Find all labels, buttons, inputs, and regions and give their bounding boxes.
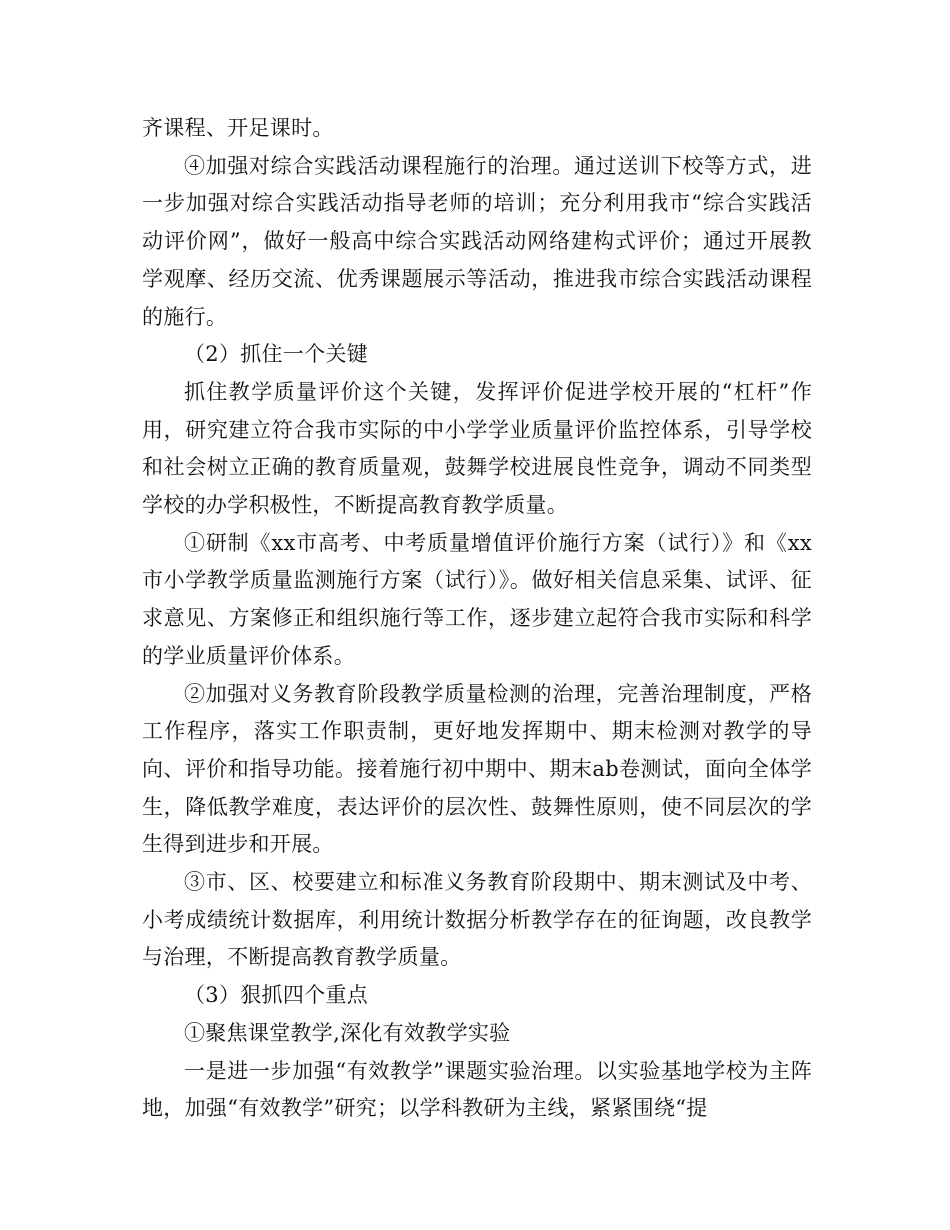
subheading-1: ①聚焦课堂教学,深化有效教学实验 xyxy=(184,1020,511,1045)
section-heading-3: （3）狠抓四个重点 xyxy=(184,983,369,1008)
paragraph-4: ①研制《xx市高考、中考质量增值评价施行方案（试行）》和《xx市小学教学质量监测施行方案（试行）》。做好相关信息采集、试评、征求意见、方案修正和组织施行等工作，逐步建立起符合我市实际和科学的学业质量评价体系。 xyxy=(142,530,812,668)
document-body xyxy=(142,110,812,1128)
paragraph-5: ②加强对义务教育阶段教学质量检测的治理，完善治理制度，严格工作程序，落实工作职责制，更好地发挥期中、期末检测对教学的导向、评价和指导功能。接着施行初中期中、期末ab卷测试，面向全体学生，降低教学难度，表达评价的层次性、鼓舞性原则，使不同层次的学生得到进步和开展。 xyxy=(142,681,812,857)
paragraph-1: 齐课程、开足课时。 xyxy=(142,116,334,140)
section-heading-2: （2）抓住一个关键 xyxy=(184,342,369,367)
paragraph-7: 一是进一步加强“有效教学”课题实验治理。以实验基地学校为主阵地，加强“有效教学”研究；以学科教研为主线，紧紧围绕“提 xyxy=(142,1058,812,1121)
paragraph-3: 抓住教学质量评价这个关键，发挥评价促进学校开展的“杠杆”作用，研究建立符合我市实际的中小学学业质量评价监控体系，引导学校和社会树立正确的教育质量观，鼓舞学校进展良性竞争，调动不同类型学校的办学积极性，不断提高教育教学质量。 xyxy=(142,379,812,518)
paragraph-6: ③市、区、校要建立和标准义务教育阶段期中、期末测试及中考、小考成绩统计数据库，利用统计数据分析教学存在的征询题，改良教学与治理，不断提高教育教学质量。 xyxy=(142,870,812,970)
paragraph-2: ④加强对综合实践活动课程施行的治理。通过送训下校等方式，进一步加强对综合实践活动指导老师的培训；充分利用我市“综合实践活动评价网”，做好一般高中综合实践活动网络建构式评价；通过开展教学观摩、经历交流、优秀课题展示等活动，推进我市综合实践活动课程的施行。 xyxy=(142,153,812,329)
